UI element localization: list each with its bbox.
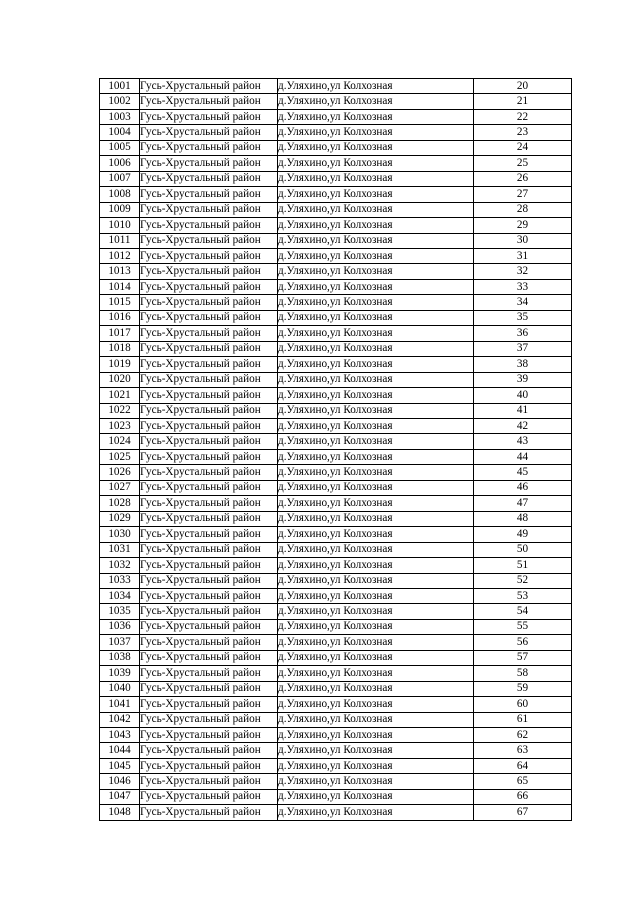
- address-cell: д.Уляхино,ул Колхозная: [278, 372, 474, 387]
- house-number-cell: 43: [474, 434, 572, 449]
- district-cell: Гусь-Хрустальный район: [140, 156, 278, 171]
- address-cell: д.Уляхино,ул Колхозная: [278, 712, 474, 727]
- address-cell: д.Уляхино,ул Колхозная: [278, 728, 474, 743]
- district-cell: Гусь-Хрустальный район: [140, 558, 278, 573]
- address-cell: д.Уляхино,ул Колхозная: [278, 357, 474, 372]
- house-number-cell: 55: [474, 619, 572, 634]
- row-number-cell: 1030: [100, 527, 140, 542]
- district-cell: Гусь-Хрустальный район: [140, 542, 278, 557]
- table-row: [100, 326, 572, 341]
- district-cell: Гусь-Хрустальный район: [140, 295, 278, 310]
- table-row: [100, 805, 572, 820]
- house-number-cell: 50: [474, 542, 572, 557]
- table-row: [100, 681, 572, 696]
- house-number-cell: 28: [474, 202, 572, 217]
- row-number-cell: 1011: [100, 233, 140, 248]
- house-number-cell: 33: [474, 279, 572, 294]
- row-number-cell: 1021: [100, 388, 140, 403]
- address-cell: д.Уляхино,ул Колхозная: [278, 140, 474, 155]
- district-cell: Гусь-Хрустальный район: [140, 418, 278, 433]
- district-cell: Гусь-Хрустальный район: [140, 310, 278, 325]
- row-number-cell: 1047: [100, 789, 140, 804]
- table-row: [100, 774, 572, 789]
- table-row: [100, 712, 572, 727]
- table-row: [100, 650, 572, 665]
- table-row: [100, 542, 572, 557]
- row-number-cell: 1005: [100, 140, 140, 155]
- district-cell: Гусь-Хрустальный район: [140, 449, 278, 464]
- address-cell: д.Уляхино,ул Колхозная: [278, 279, 474, 294]
- row-number-cell: 1041: [100, 697, 140, 712]
- row-number-cell: 1002: [100, 94, 140, 109]
- house-number-cell: 41: [474, 403, 572, 418]
- table-row: [100, 264, 572, 279]
- address-cell: д.Уляхино,ул Колхозная: [278, 604, 474, 619]
- table-row: [100, 465, 572, 480]
- district-cell: Гусь-Хрустальный район: [140, 264, 278, 279]
- address-cell: д.Уляхино,ул Колхозная: [278, 666, 474, 681]
- row-number-cell: 1035: [100, 604, 140, 619]
- house-number-cell: 51: [474, 558, 572, 573]
- row-number-cell: 1019: [100, 357, 140, 372]
- address-registry-table: [99, 78, 572, 821]
- address-cell: д.Уляхино,ул Колхозная: [278, 650, 474, 665]
- house-number-cell: 67: [474, 805, 572, 820]
- address-cell: д.Уляхино,ул Колхозная: [278, 496, 474, 511]
- row-number-cell: 1025: [100, 449, 140, 464]
- table-row: [100, 728, 572, 743]
- table-row: [100, 758, 572, 773]
- table-row: [100, 372, 572, 387]
- row-number-cell: 1007: [100, 171, 140, 186]
- table-row: [100, 480, 572, 495]
- house-number-cell: 60: [474, 697, 572, 712]
- table-row: [100, 357, 572, 372]
- house-number-cell: 49: [474, 527, 572, 542]
- table-row: [100, 511, 572, 526]
- table-row: [100, 125, 572, 140]
- address-cell: д.Уляхино,ул Колхозная: [278, 527, 474, 542]
- table-row: [100, 418, 572, 433]
- district-cell: Гусь-Хрустальный район: [140, 712, 278, 727]
- row-number-cell: 1023: [100, 418, 140, 433]
- house-number-cell: 29: [474, 218, 572, 233]
- address-cell: д.Уляхино,ул Колхозная: [278, 326, 474, 341]
- district-cell: Гусь-Хрустальный район: [140, 248, 278, 263]
- house-number-cell: 63: [474, 743, 572, 758]
- house-number-cell: 38: [474, 357, 572, 372]
- address-cell: д.Уляхино,ул Колхозная: [278, 681, 474, 696]
- row-number-cell: 1003: [100, 109, 140, 124]
- table-row: [100, 388, 572, 403]
- district-cell: Гусь-Хрустальный район: [140, 650, 278, 665]
- table-row: [100, 109, 572, 124]
- table-row: [100, 635, 572, 650]
- house-number-cell: 36: [474, 326, 572, 341]
- table-row: [100, 527, 572, 542]
- table-body: [100, 79, 572, 821]
- address-cell: д.Уляхино,ул Колхозная: [278, 480, 474, 495]
- district-cell: Гусь-Хрустальный район: [140, 743, 278, 758]
- district-cell: Гусь-Хрустальный район: [140, 496, 278, 511]
- address-cell: д.Уляхино,ул Колхозная: [278, 542, 474, 557]
- address-cell: д.Уляхино,ул Колхозная: [278, 465, 474, 480]
- table-row: [100, 156, 572, 171]
- house-number-cell: 31: [474, 248, 572, 263]
- district-cell: Гусь-Хрустальный район: [140, 388, 278, 403]
- row-number-cell: 1029: [100, 511, 140, 526]
- table-row: [100, 604, 572, 619]
- house-number-cell: 24: [474, 140, 572, 155]
- address-cell: д.Уляхино,ул Колхозная: [278, 697, 474, 712]
- row-number-cell: 1015: [100, 295, 140, 310]
- row-number-cell: 1037: [100, 635, 140, 650]
- house-number-cell: 30: [474, 233, 572, 248]
- row-number-cell: 1032: [100, 558, 140, 573]
- row-number-cell: 1004: [100, 125, 140, 140]
- address-cell: д.Уляхино,ул Колхозная: [278, 758, 474, 773]
- row-number-cell: 1017: [100, 326, 140, 341]
- district-cell: Гусь-Хрустальный район: [140, 187, 278, 202]
- table-row: [100, 79, 572, 94]
- row-number-cell: 1012: [100, 248, 140, 263]
- house-number-cell: 54: [474, 604, 572, 619]
- address-cell: д.Уляхино,ул Колхозная: [278, 218, 474, 233]
- house-number-cell: 61: [474, 712, 572, 727]
- address-cell: д.Уляхино,ул Колхозная: [278, 264, 474, 279]
- table-row: [100, 403, 572, 418]
- house-number-cell: 58: [474, 666, 572, 681]
- house-number-cell: 42: [474, 418, 572, 433]
- house-number-cell: 59: [474, 681, 572, 696]
- address-cell: д.Уляхино,ул Колхозная: [278, 109, 474, 124]
- table-row: [100, 295, 572, 310]
- table-row: [100, 341, 572, 356]
- row-number-cell: 1046: [100, 774, 140, 789]
- row-number-cell: 1045: [100, 758, 140, 773]
- district-cell: Гусь-Хрустальный район: [140, 681, 278, 696]
- house-number-cell: 20: [474, 79, 572, 94]
- district-cell: Гусь-Хрустальный район: [140, 588, 278, 603]
- house-number-cell: 62: [474, 728, 572, 743]
- district-cell: Гусь-Хрустальный район: [140, 357, 278, 372]
- row-number-cell: 1027: [100, 480, 140, 495]
- house-number-cell: 45: [474, 465, 572, 480]
- address-cell: д.Уляхино,ул Колхозная: [278, 310, 474, 325]
- district-cell: Гусь-Хрустальный район: [140, 666, 278, 681]
- row-number-cell: 1018: [100, 341, 140, 356]
- table-row: [100, 187, 572, 202]
- row-number-cell: 1001: [100, 79, 140, 94]
- address-cell: д.Уляхино,ул Колхозная: [278, 202, 474, 217]
- district-cell: Гусь-Хрустальный район: [140, 79, 278, 94]
- house-number-cell: 35: [474, 310, 572, 325]
- house-number-cell: 25: [474, 156, 572, 171]
- district-cell: Гусь-Хрустальный район: [140, 434, 278, 449]
- table-row: [100, 171, 572, 186]
- district-cell: Гусь-Хрустальный район: [140, 527, 278, 542]
- district-cell: Гусь-Хрустальный район: [140, 202, 278, 217]
- table-row: [100, 697, 572, 712]
- district-cell: Гусь-Хрустальный район: [140, 233, 278, 248]
- house-number-cell: 66: [474, 789, 572, 804]
- row-number-cell: 1006: [100, 156, 140, 171]
- district-cell: Гусь-Хрустальный район: [140, 109, 278, 124]
- district-cell: Гусь-Хрустальный район: [140, 573, 278, 588]
- house-number-cell: 39: [474, 372, 572, 387]
- table-row: [100, 496, 572, 511]
- district-cell: Гусь-Хрустальный район: [140, 94, 278, 109]
- house-number-cell: 27: [474, 187, 572, 202]
- address-cell: д.Уляхино,ул Колхозная: [278, 341, 474, 356]
- row-number-cell: 1026: [100, 465, 140, 480]
- table-row: [100, 94, 572, 109]
- house-number-cell: 26: [474, 171, 572, 186]
- address-cell: д.Уляхино,ул Колхозная: [278, 743, 474, 758]
- address-cell: д.Уляхино,ул Колхозная: [278, 94, 474, 109]
- address-cell: д.Уляхино,ул Колхозная: [278, 449, 474, 464]
- row-number-cell: 1014: [100, 279, 140, 294]
- district-cell: Гусь-Хрустальный район: [140, 789, 278, 804]
- address-cell: д.Уляхино,ул Колхозная: [278, 233, 474, 248]
- house-number-cell: 34: [474, 295, 572, 310]
- district-cell: Гусь-Хрустальный район: [140, 372, 278, 387]
- row-number-cell: 1024: [100, 434, 140, 449]
- table-row: [100, 558, 572, 573]
- district-cell: Гусь-Хрустальный район: [140, 279, 278, 294]
- table-row: [100, 434, 572, 449]
- address-cell: д.Уляхино,ул Колхозная: [278, 774, 474, 789]
- table-row: [100, 666, 572, 681]
- row-number-cell: 1034: [100, 588, 140, 603]
- house-number-cell: 37: [474, 341, 572, 356]
- district-cell: Гусь-Хрустальный район: [140, 326, 278, 341]
- row-number-cell: 1013: [100, 264, 140, 279]
- address-cell: д.Уляхино,ул Колхозная: [278, 789, 474, 804]
- row-number-cell: 1048: [100, 805, 140, 820]
- address-cell: д.Уляхино,ул Колхозная: [278, 434, 474, 449]
- house-number-cell: 56: [474, 635, 572, 650]
- table-row: [100, 449, 572, 464]
- district-cell: Гусь-Хрустальный район: [140, 218, 278, 233]
- table-row: [100, 789, 572, 804]
- row-number-cell: 1008: [100, 187, 140, 202]
- district-cell: Гусь-Хрустальный район: [140, 805, 278, 820]
- row-number-cell: 1020: [100, 372, 140, 387]
- district-cell: Гусь-Хрустальный район: [140, 697, 278, 712]
- address-cell: д.Уляхино,ул Колхозная: [278, 619, 474, 634]
- house-number-cell: 21: [474, 94, 572, 109]
- house-number-cell: 40: [474, 388, 572, 403]
- address-cell: д.Уляхино,ул Колхозная: [278, 573, 474, 588]
- district-cell: Гусь-Хрустальный район: [140, 171, 278, 186]
- row-number-cell: 1010: [100, 218, 140, 233]
- address-cell: д.Уляхино,ул Колхозная: [278, 805, 474, 820]
- row-number-cell: 1022: [100, 403, 140, 418]
- address-cell: д.Уляхино,ул Колхозная: [278, 403, 474, 418]
- district-cell: Гусь-Хрустальный район: [140, 774, 278, 789]
- address-cell: д.Уляхино,ул Колхозная: [278, 187, 474, 202]
- district-cell: Гусь-Хрустальный район: [140, 341, 278, 356]
- address-cell: д.Уляхино,ул Колхозная: [278, 248, 474, 263]
- district-cell: Гусь-Хрустальный район: [140, 480, 278, 495]
- table-row: [100, 619, 572, 634]
- table-row: [100, 202, 572, 217]
- row-number-cell: 1040: [100, 681, 140, 696]
- district-cell: Гусь-Хрустальный район: [140, 728, 278, 743]
- house-number-cell: 57: [474, 650, 572, 665]
- table-row: [100, 248, 572, 263]
- district-cell: Гусь-Хрустальный район: [140, 140, 278, 155]
- district-cell: Гусь-Хрустальный район: [140, 403, 278, 418]
- house-number-cell: 48: [474, 511, 572, 526]
- house-number-cell: 64: [474, 758, 572, 773]
- row-number-cell: 1038: [100, 650, 140, 665]
- address-cell: д.Уляхино,ул Колхозная: [278, 79, 474, 94]
- house-number-cell: 52: [474, 573, 572, 588]
- table-row: [100, 218, 572, 233]
- address-cell: д.Уляхино,ул Колхозная: [278, 156, 474, 171]
- house-number-cell: 53: [474, 588, 572, 603]
- address-cell: д.Уляхино,ул Колхозная: [278, 125, 474, 140]
- address-cell: д.Уляхино,ул Колхозная: [278, 388, 474, 403]
- district-cell: Гусь-Хрустальный район: [140, 511, 278, 526]
- table-row: [100, 140, 572, 155]
- house-number-cell: 32: [474, 264, 572, 279]
- row-number-cell: 1016: [100, 310, 140, 325]
- row-number-cell: 1009: [100, 202, 140, 217]
- table-row: [100, 588, 572, 603]
- address-cell: д.Уляхино,ул Колхозная: [278, 635, 474, 650]
- district-cell: Гусь-Хрустальный район: [140, 604, 278, 619]
- row-number-cell: 1039: [100, 666, 140, 681]
- row-number-cell: 1043: [100, 728, 140, 743]
- house-number-cell: 46: [474, 480, 572, 495]
- table-row: [100, 233, 572, 248]
- address-cell: д.Уляхино,ул Колхозная: [278, 418, 474, 433]
- house-number-cell: 65: [474, 774, 572, 789]
- table-row: [100, 279, 572, 294]
- row-number-cell: 1028: [100, 496, 140, 511]
- district-cell: Гусь-Хрустальный район: [140, 635, 278, 650]
- table-row: [100, 573, 572, 588]
- house-number-cell: 23: [474, 125, 572, 140]
- row-number-cell: 1044: [100, 743, 140, 758]
- district-cell: Гусь-Хрустальный район: [140, 619, 278, 634]
- address-cell: д.Уляхино,ул Колхозная: [278, 511, 474, 526]
- address-cell: д.Уляхино,ул Колхозная: [278, 295, 474, 310]
- district-cell: Гусь-Хрустальный район: [140, 758, 278, 773]
- row-number-cell: 1036: [100, 619, 140, 634]
- district-cell: Гусь-Хрустальный район: [140, 125, 278, 140]
- house-number-cell: 44: [474, 449, 572, 464]
- table-row: [100, 743, 572, 758]
- house-number-cell: 47: [474, 496, 572, 511]
- house-number-cell: 22: [474, 109, 572, 124]
- address-cell: д.Уляхино,ул Колхозная: [278, 588, 474, 603]
- row-number-cell: 1042: [100, 712, 140, 727]
- district-cell: Гусь-Хрустальный район: [140, 465, 278, 480]
- row-number-cell: 1031: [100, 542, 140, 557]
- address-cell: д.Уляхино,ул Колхозная: [278, 558, 474, 573]
- table-row: [100, 310, 572, 325]
- row-number-cell: 1033: [100, 573, 140, 588]
- address-cell: д.Уляхино,ул Колхозная: [278, 171, 474, 186]
